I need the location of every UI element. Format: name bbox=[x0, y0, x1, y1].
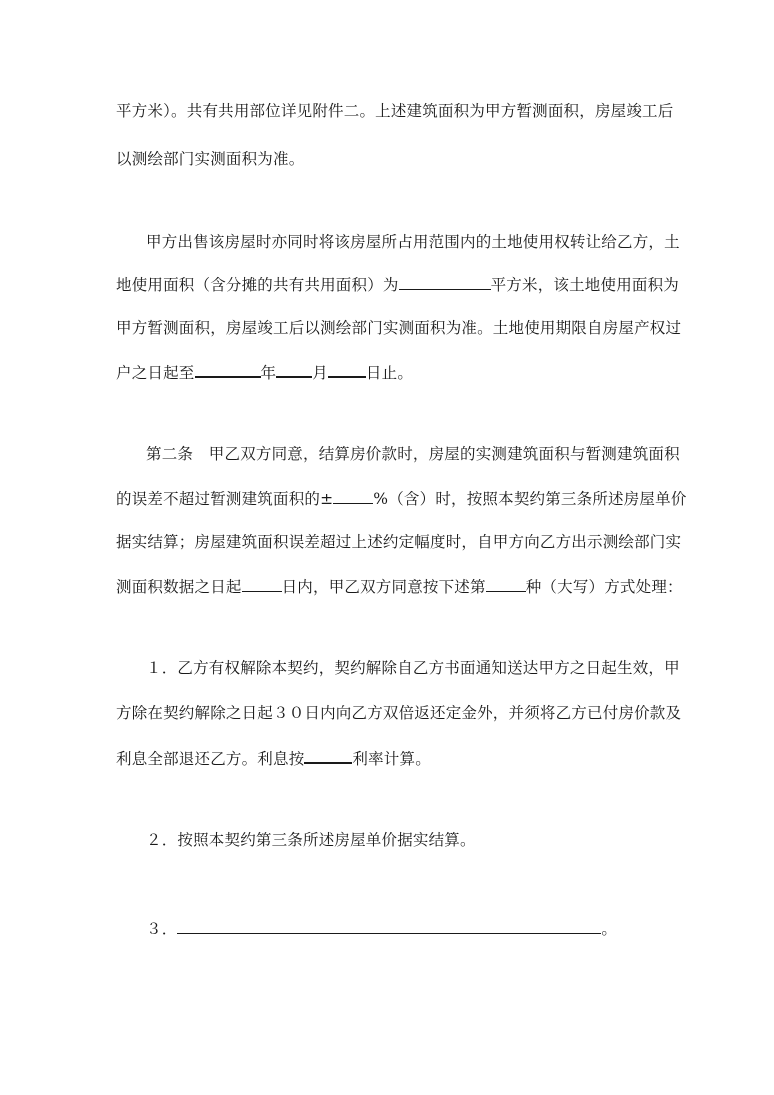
item-2-line: ２．按照本契约第三条所述房屋单价据实结算。 bbox=[146, 831, 476, 849]
year-blank bbox=[195, 360, 261, 378]
text-fragment: 户之日起至 bbox=[116, 364, 195, 382]
paragraph-line bbox=[116, 746, 676, 769]
month-blank bbox=[276, 360, 312, 378]
option-number-blank bbox=[486, 575, 526, 592]
days-blank bbox=[242, 575, 282, 592]
text-fragment: 日内，甲乙双方同意按下述第 bbox=[281, 578, 486, 596]
paragraph-line: 方除在契约解除之日起３０日内向乙方双倍返还定金外，并须将乙方已付房价款及 bbox=[116, 704, 682, 722]
paragraph-line: 以测绘部门实测面积为准。 bbox=[116, 150, 305, 168]
text-fragment: 日止。 bbox=[365, 364, 414, 382]
text-fragment: 。 bbox=[601, 920, 618, 938]
text-fragment: 月 bbox=[312, 364, 328, 382]
paragraph-line bbox=[116, 575, 683, 597]
item-1-line: １．乙方有权解除本契约，契约解除自乙方书面通知送达甲方之日起生效，甲 bbox=[146, 659, 680, 677]
paragraph-line: 甲方出售该房屋时亦同时将该房屋所占用范围内的土地使用权转让给乙方，土 bbox=[146, 233, 680, 251]
paragraph-line bbox=[116, 487, 687, 509]
land-area-blank bbox=[399, 273, 491, 290]
text-fragment: 利率计算。 bbox=[352, 750, 431, 768]
paragraph-line: 据实结算；房屋建筑面积误差超过上述约定幅度时，自甲方向乙方出示测绘部门实 bbox=[116, 533, 682, 551]
error-percent-blank bbox=[333, 487, 373, 504]
item-3-line bbox=[146, 917, 706, 939]
text-fragment: 利息全部退还乙方。利息按 bbox=[116, 750, 305, 768]
text-fragment: 平方米，该土地使用面积为 bbox=[490, 276, 680, 294]
paragraph-line: 甲方暂测面积，房屋竣工后以测绘部门实测面积为准。土地使用期限自房屋产权过 bbox=[116, 319, 682, 337]
paragraph-line bbox=[116, 273, 680, 295]
interest-rate-blank bbox=[304, 746, 352, 764]
day-blank bbox=[328, 360, 366, 378]
text-fragment: 的误差不超过暂测建筑面积的± bbox=[116, 490, 334, 508]
text-fragment: 测面积数据之日起 bbox=[116, 578, 242, 596]
text-fragment: 地使用面积（含分摊的共有共用面积）为 bbox=[116, 276, 399, 294]
text-fragment: ３． bbox=[146, 920, 178, 938]
paragraph-line bbox=[116, 360, 676, 383]
article-2-heading-line: 第二条 甲乙双方同意，结算房价款时，房屋的实测建筑面积与暂测建筑面积 bbox=[146, 445, 680, 463]
text-fragment: 种（大写）方式处理： bbox=[525, 578, 683, 596]
paragraph-line: 平方米）。共有共用部位详见附件二。上述建筑面积为甲方暂测面积，房屋竣工后 bbox=[116, 102, 674, 120]
text-fragment: %（含）时，按照本契约第三条所述房屋单价 bbox=[373, 490, 687, 508]
item-3-blank bbox=[177, 917, 601, 934]
text-fragment: 年 bbox=[260, 364, 277, 382]
